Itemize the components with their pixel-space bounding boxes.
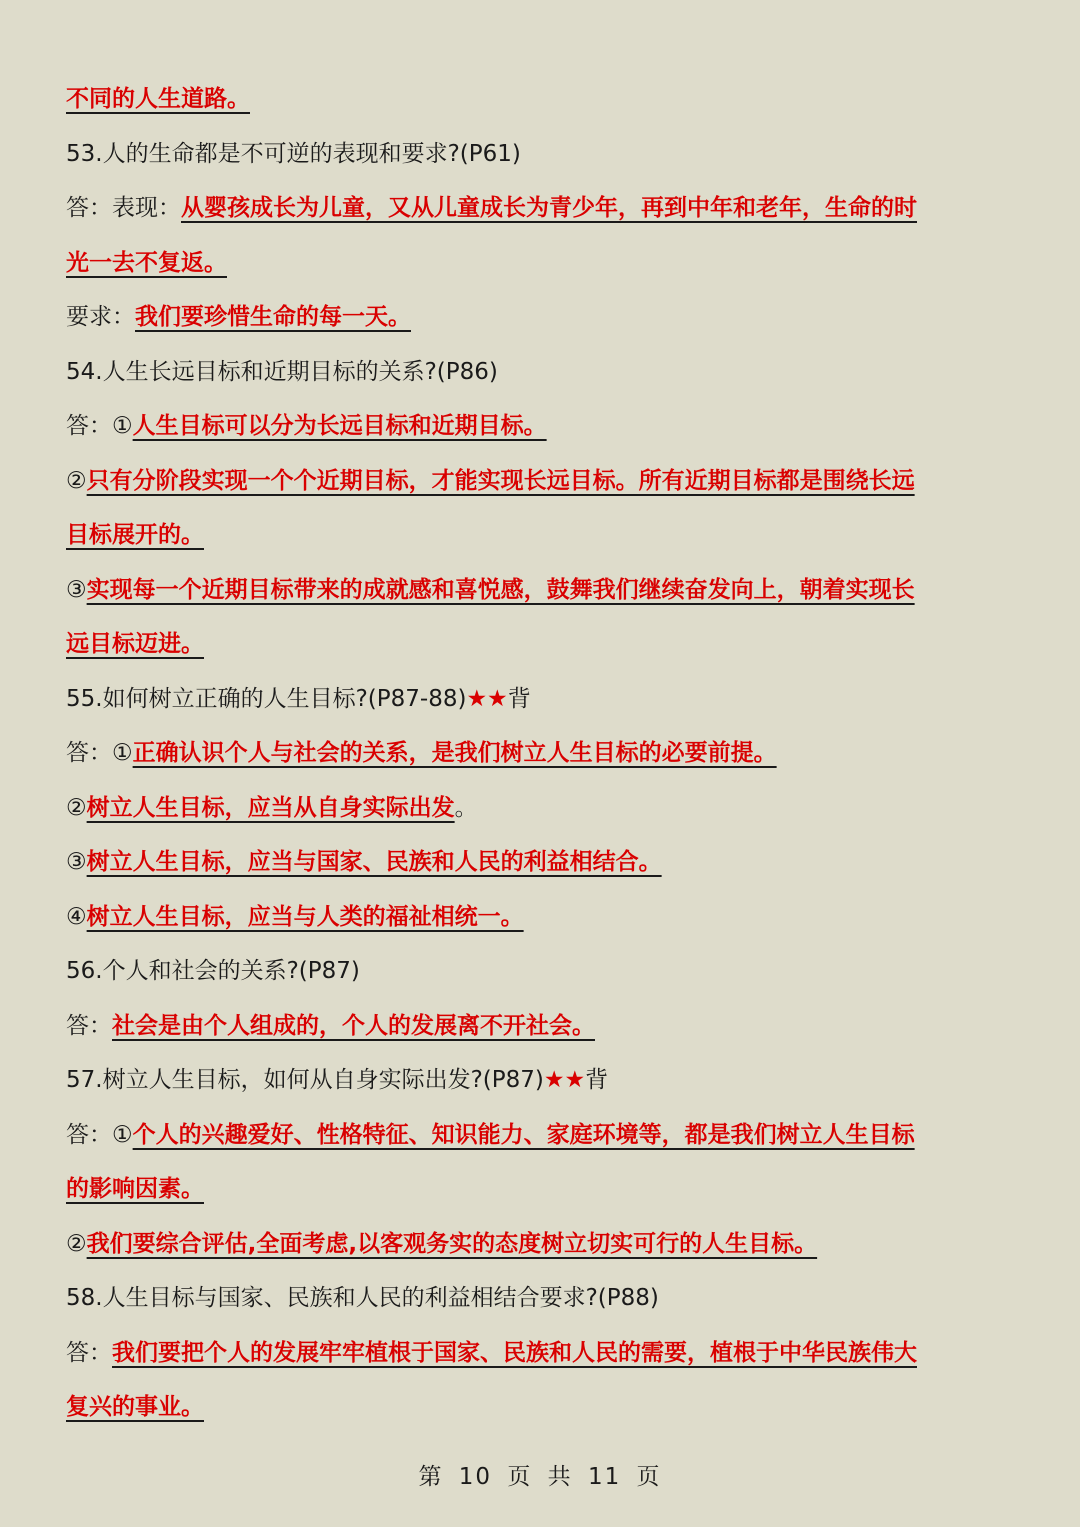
text-line bbox=[66, 944, 1011, 999]
answer-highlight: 远目标迈进。 bbox=[66, 631, 204, 657]
plain-text: ② bbox=[66, 1230, 87, 1257]
answer-highlight: 从婴孩成长为儿童，又从儿童成长为青少年，再到中年和老年，生命的时 bbox=[181, 195, 917, 221]
text-line bbox=[66, 1162, 1011, 1217]
answer-highlight: 目标展开的。 bbox=[66, 522, 204, 548]
answer-highlight: 树立人生目标，应当与国家、民族和人民的利益相结合。 bbox=[86, 849, 662, 875]
answer-highlight: 正确认识个人与社会的关系，是我们树立人生目标的必要前提。 bbox=[132, 740, 777, 766]
plain-text: 答：表现： bbox=[66, 195, 181, 221]
text-line bbox=[66, 1108, 1011, 1163]
answer-highlight: 社会是由个人组成的，个人的发展离不开社会。 bbox=[112, 1012, 595, 1039]
page-number-footer: 第 10 页 共 11 页 bbox=[418, 1464, 662, 1490]
text-line bbox=[66, 563, 1011, 618]
plain-text: 56.个人和社会的关系?(P87) bbox=[66, 958, 360, 984]
text-line bbox=[66, 890, 1011, 945]
text-line bbox=[66, 399, 1011, 454]
text-line bbox=[66, 454, 1011, 509]
text-line bbox=[66, 345, 1011, 400]
text-line bbox=[66, 835, 1011, 890]
importance-stars: ★★ bbox=[543, 1067, 586, 1093]
plain-text: 要求： bbox=[66, 304, 135, 330]
answer-highlight: 树立人生目标，应当从自身实际出发 bbox=[86, 794, 455, 821]
text-line bbox=[66, 617, 1011, 672]
plain-text: 答：① bbox=[66, 413, 133, 439]
text-line bbox=[66, 508, 1011, 563]
answer-highlight: 我们要珍惜生命的每一天。 bbox=[135, 304, 411, 330]
answer-highlight: 人生目标可以分为长远目标和近期目标。 bbox=[132, 413, 547, 439]
text-line bbox=[66, 127, 1011, 182]
plain-text: 背 bbox=[507, 685, 531, 712]
answer-highlight: 我们要综合评估,全面考虑,以客观务实的态度树立切实可行的人生目标。 bbox=[86, 1230, 818, 1257]
text-line bbox=[66, 1053, 1011, 1108]
plain-text: 答： bbox=[66, 1339, 112, 1366]
text-line bbox=[66, 181, 1011, 236]
answer-highlight: 个人的兴趣爱好、性格特征、知识能力、家庭环境等，都是我们树立人生目标 bbox=[132, 1121, 915, 1148]
text-line bbox=[66, 1326, 1011, 1381]
document-body bbox=[66, 72, 1011, 1435]
plain-text: 54.人生长远目标和近期目标的关系?(P86) bbox=[66, 358, 498, 385]
plain-text: 背 bbox=[585, 1067, 609, 1093]
plain-text: ② bbox=[66, 467, 87, 494]
text-line bbox=[66, 1217, 1011, 1272]
plain-text: 。 bbox=[454, 794, 478, 821]
text-line bbox=[66, 999, 1011, 1054]
text-line bbox=[66, 781, 1011, 836]
plain-text: 答：① bbox=[66, 740, 133, 766]
text-line bbox=[66, 1380, 1011, 1435]
plain-text: 答： bbox=[66, 1012, 112, 1039]
plain-text: ④ bbox=[66, 903, 87, 930]
answer-highlight: 只有分阶段实现一个个近期目标，才能实现长远目标。所有近期目标都是围绕长远 bbox=[86, 467, 915, 494]
text-line bbox=[66, 1271, 1011, 1326]
importance-stars: ★★ bbox=[466, 685, 508, 712]
plain-text: ③ bbox=[66, 576, 87, 603]
text-line bbox=[66, 290, 1011, 345]
plain-text: 答：① bbox=[66, 1121, 133, 1148]
plain-text: 57.树立人生目标，如何从自身实际出发?(P87) bbox=[66, 1067, 544, 1093]
answer-highlight: 我们要把个人的发展牢牢植根于国家、民族和人民的需要，植根于中华民族伟大 bbox=[112, 1339, 917, 1366]
answer-highlight: 复兴的事业。 bbox=[66, 1394, 204, 1420]
plain-text: 53.人的生命都是不可逆的表现和要求?(P61) bbox=[66, 140, 521, 167]
text-line bbox=[66, 236, 1011, 291]
plain-text: ② bbox=[66, 794, 87, 821]
answer-highlight: 树立人生目标，应当与人类的福祉相统一。 bbox=[86, 903, 524, 930]
plain-text: 58.人生目标与国家、民族和人民的利益相结合要求?(P88) bbox=[66, 1285, 659, 1311]
text-line bbox=[66, 672, 1011, 727]
answer-highlight: 光一去不复返。 bbox=[66, 249, 227, 276]
answer-highlight: 的影响因素。 bbox=[66, 1176, 204, 1202]
text-line bbox=[66, 72, 1011, 127]
answer-highlight: 不同的人生道路。 bbox=[66, 86, 250, 112]
answer-highlight: 实现每一个近期目标带来的成就感和喜悦感，鼓舞我们继续奋发向上，朝着实现长 bbox=[86, 576, 915, 603]
text-line bbox=[66, 726, 1011, 781]
plain-text: 55.如何树立正确的人生目标?(P87-88) bbox=[66, 685, 467, 712]
plain-text: ③ bbox=[66, 849, 87, 875]
